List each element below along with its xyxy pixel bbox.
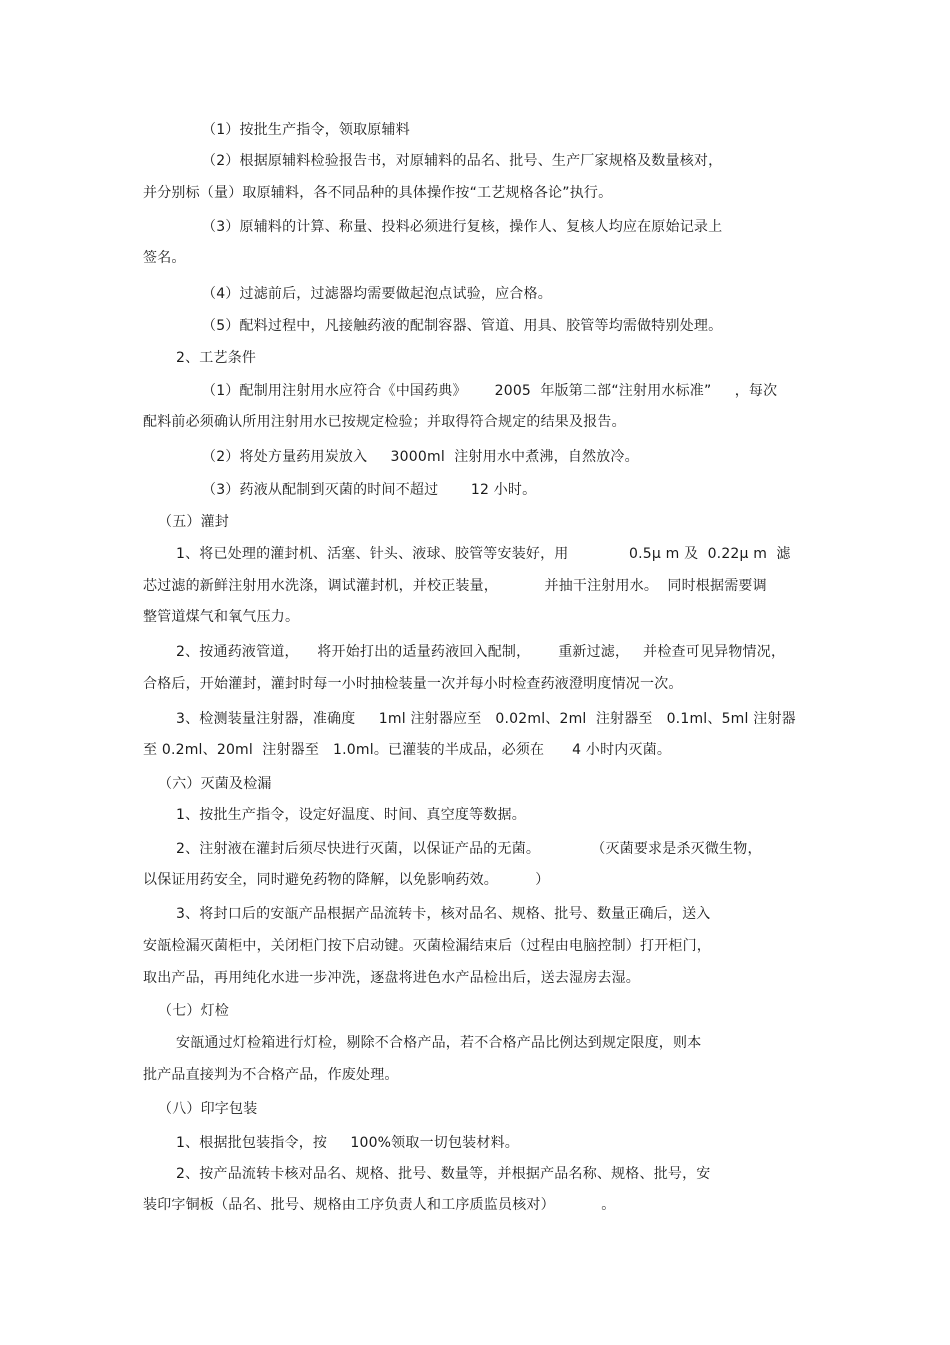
text-line: 1、将已处理的灌封机、活塞、针头、液球、胶管等安装好，用 0.5μ m 及 0.22μ m 滤 <box>176 546 791 562</box>
text-line: 合格后，开始灌封，灌封时每一小时抽检装量一次并每小时检查药液澄明度情况一次。 <box>143 676 683 692</box>
section-heading: （五）灌封 <box>158 514 229 530</box>
text-line: 安瓿检漏灭菌柜中，关闭柜门按下启动键。灭菌检漏结束后（过程由电脑控制）打开柜门， <box>143 938 711 954</box>
section-heading: （八）印字包装 <box>158 1101 258 1117</box>
text-line: 整管道煤气和氧气压力。 <box>143 609 300 625</box>
text-line: 取出产品，再用纯化水进一步冲洗，逐盘将进色水产品检出后，送去湿房去湿。 <box>143 970 640 986</box>
text-line: 批产品直接判为不合格产品，作废处理。 <box>143 1067 399 1083</box>
section-heading: （六）灭菌及检漏 <box>158 776 272 792</box>
section-heading: 2、工艺条件 <box>176 350 257 366</box>
text-line: 并分别标（量）取原辅料，各不同品种的具体操作按“工艺规格各论”执行。 <box>143 185 613 201</box>
text-line: 签名。 <box>143 250 186 266</box>
text-line: 1、根据批包装指令，按 100%领取一切包装材料。 <box>176 1135 519 1151</box>
text-line: 以保证用药安全，同时避免药物的降解，以免影响药效。 ） <box>143 872 550 888</box>
text-line: 配料前必须确认所用注射用水已按规定检验；并取得符合规定的结果及报告。 <box>143 414 626 430</box>
text-line: 装印字铜板（品名、批号、规格由工序负责人和工序质监员核对） 。 <box>143 1197 616 1213</box>
text-line: 2、按产品流转卡核对品名、规格、批号、数量等，并根据产品名称、规格、批号，安 <box>176 1166 711 1182</box>
text-line: 2、注射液在灌封后须尽快进行灭菌，以保证产品的无菌。 （灭菌要求是杀灭微生物， <box>176 841 762 857</box>
text-line: （3）药液从配制到灭菌的时间不超过 12 小时。 <box>202 482 537 498</box>
text-line: （5）配料过程中，凡接触药液的配制容器、管道、用具、胶管等均需做特别处理。 <box>202 318 723 334</box>
text-line: （2）将处方量药用炭放入 3000ml 注射用水中煮沸，自然放冷。 <box>202 449 639 465</box>
text-line: 至 0.2ml、20ml 注射器至 1.0ml。已灌装的半成品，必须在 4 小时内灭菌。 <box>143 742 672 758</box>
text-line: （1）配制用注射用水应符合《中国药典》 2005 年版第二部“注射用水标准” ，每次 <box>202 383 778 399</box>
text-line: 芯过滤的新鲜注射用水洗涤，调试灌封机，并校正装量， 并抽干注射用水。 同时根据需要调 <box>143 578 767 594</box>
text-line: （4）过滤前后，过滤器均需要做起泡点试验，应合格。 <box>202 286 552 302</box>
text-line: （1）按批生产指令，领取原辅料 <box>202 122 410 138</box>
text-line: 2、按通药液管道， 将开始打出的适量药液回入配制， 重新过滤， 并检查可见异物情况， <box>176 644 786 660</box>
text-line: 3、将封口后的安瓿产品根据产品流转卡，核对品名、规格、批号、数量正确后，送入 <box>176 906 711 922</box>
text-line: 3、检测装量注射器，准确度 1ml 注射器应至 0.02ml、2ml 注射器至 0.1ml、5ml 注射器 <box>176 711 796 727</box>
text-line: 1、按批生产指令，设定好温度、时间、真空度等数据。 <box>176 807 526 823</box>
section-heading: （七）灯检 <box>158 1003 229 1019</box>
text-line: （3）原辅料的计算、称量、投料必须进行复核，操作人、复核人均应在原始记录上 <box>202 219 723 235</box>
text-line: （2）根据原辅料检验报告书，对原辅料的品名、批号、生产厂家规格及数量核对， <box>202 153 723 169</box>
text-line: 安瓿通过灯检箱进行灯检，剔除不合格产品，若不合格产品比例达到规定限度，则本 <box>176 1035 702 1051</box>
